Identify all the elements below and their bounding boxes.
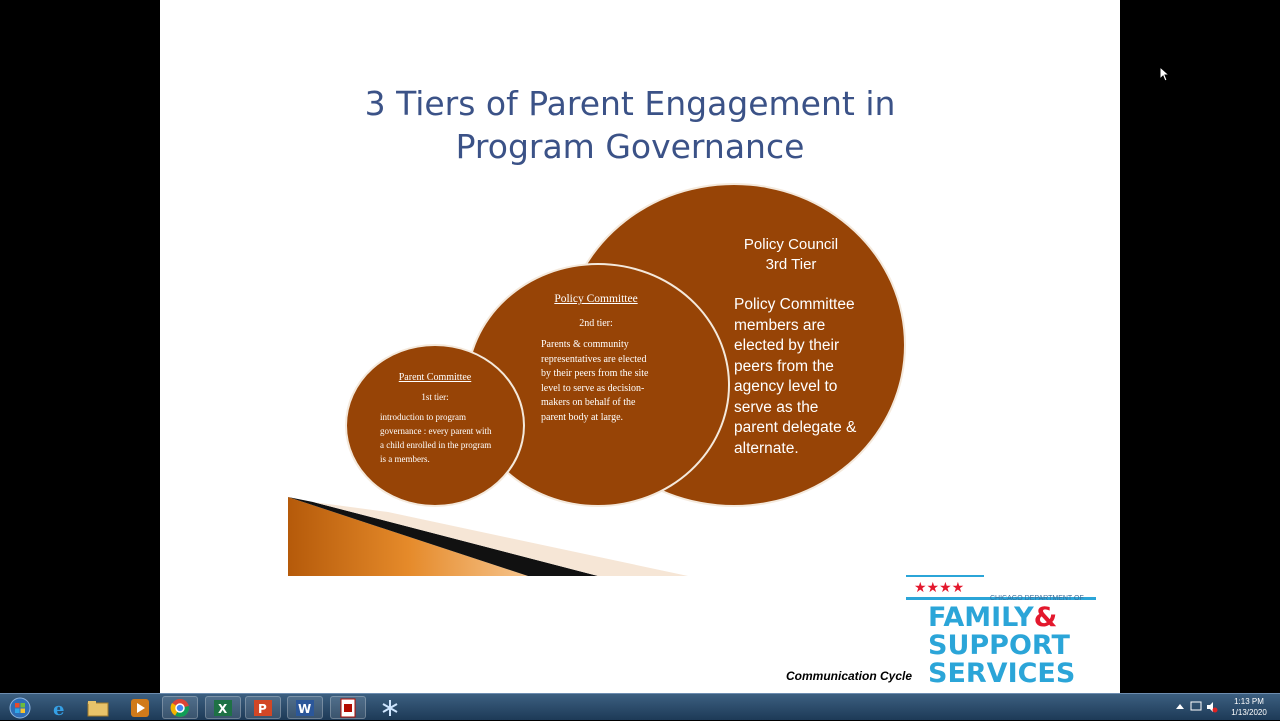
taskbar-powerpoint[interactable] <box>245 696 281 719</box>
logo-word-support: SUPPORT <box>928 630 1070 661</box>
system-tray <box>1170 694 1280 721</box>
snowflake-icon <box>380 698 400 718</box>
taskbar <box>0 693 1280 720</box>
taskbar-internet-explorer[interactable] <box>42 696 78 719</box>
start-button[interactable] <box>2 696 38 719</box>
taskbar-word[interactable] <box>287 696 323 719</box>
tier-1-text: introduction to program governance : every parent with a child enrolled in the program is a members. <box>380 412 492 464</box>
svg-text:X: X <box>218 701 228 716</box>
presentation-slide <box>160 0 1120 693</box>
tier-2-label: 2nd tier: <box>579 318 613 329</box>
mouse-pointer-icon <box>1159 66 1169 82</box>
tier-1-title: Parent Committee <box>398 372 472 383</box>
taskbar-snowflake-app[interactable] <box>372 696 408 719</box>
taskbar-chrome[interactable] <box>162 696 198 719</box>
taskbar-acrobat[interactable] <box>330 696 366 719</box>
tier-2-title: Policy Committee <box>554 293 638 305</box>
media-player-icon <box>130 698 150 718</box>
tier-3-text: Policy Committee members are elected by their peers from the agency level to serve as the parent delegate & alternate. <box>734 296 857 457</box>
windows-orb-icon <box>9 697 31 719</box>
tier-2-text: Parents & community representatives are elected by their peers from the site level to serve as decision-makers on behalf of the parent body at large. <box>541 339 649 423</box>
caption-text: Communication Cycle <box>786 669 913 683</box>
word-icon <box>295 698 315 718</box>
tier-3-label: 3rd Tier <box>765 256 817 273</box>
logo-org: CHICAGO DEPARTMENT OF <box>990 595 1084 602</box>
svg-text:W: W <box>298 701 312 716</box>
speaker-muted-icon[interactable] <box>1206 701 1218 713</box>
svg-text:e: e <box>53 698 65 718</box>
acrobat-icon <box>338 698 358 718</box>
powerpoint-icon <box>253 698 273 718</box>
svg-text:P: P <box>258 701 267 716</box>
svg-text:★★★★: ★★★★ <box>914 580 965 596</box>
clock-date: 1/13/2020 <box>1231 708 1267 717</box>
excel-icon <box>213 698 233 718</box>
show-hidden-icons-icon[interactable] <box>1176 703 1184 711</box>
dfss-logo <box>906 575 1102 693</box>
title-line-1: 3 Tiers of Parent Engagement in <box>364 84 896 123</box>
internet-explorer-icon <box>50 698 70 718</box>
tier-3-title: Policy Council <box>743 236 839 253</box>
logo-word-family: FAMILY& <box>928 602 1058 633</box>
chrome-icon <box>170 698 190 718</box>
taskbar-media-player[interactable] <box>122 696 158 719</box>
taskbar-clock[interactable] <box>1224 696 1274 718</box>
tier-3-heading <box>734 235 848 275</box>
clock-time: 1:13 PM <box>1234 697 1264 706</box>
tier-1-label: 1st tier: <box>421 392 449 402</box>
title-line-2: Program Governance <box>455 127 805 166</box>
slide-title <box>290 82 970 168</box>
folder-icon <box>87 699 109 717</box>
taskbar-excel[interactable] <box>205 696 241 719</box>
chicago-stars-icon <box>906 575 984 597</box>
tier-1-circle <box>345 344 525 507</box>
logo-word-services: SERVICES <box>928 658 1076 689</box>
decorative-wedge <box>288 494 698 576</box>
taskbar-file-explorer[interactable] <box>80 696 116 719</box>
action-center-flag-icon[interactable] <box>1190 701 1202 713</box>
